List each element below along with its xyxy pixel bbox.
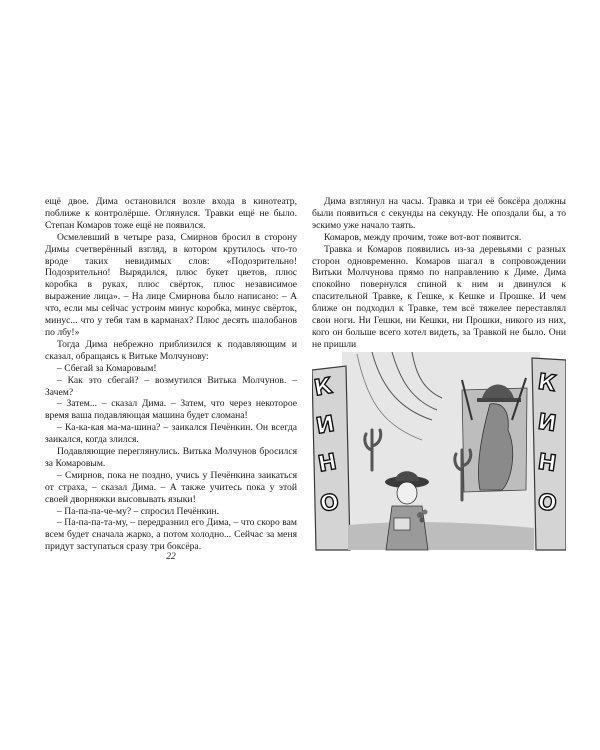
kino-letter: К [312, 373, 335, 402]
paragraph: – Смирнов, пока не поздно, учись у Печёнкина заикаться от страха, – сказал Дима. – А также учитесь пока у этой своей дворняжки высовывать языки! [45, 469, 297, 505]
kino-letter: Н [316, 449, 339, 478]
paragraph: – Па-па-па-че-му? – спросил Печёнкин. [57, 505, 220, 517]
kino-letter: Н [536, 449, 558, 478]
paragraph: – Затем... – сказал Дима. – Затем, что через некоторое время ваша подавляющая машина будет сломана! [45, 398, 297, 422]
paragraph: Тогда Дима небрежно приблизился к подавляющим и сказал, обращаясь к Витьке Молчунову: [45, 338, 297, 362]
paragraph: Комаров, между прочим, тоже вот-вот появится. [324, 231, 522, 243]
kino-letter: О [318, 489, 342, 518]
kino-letter: О [536, 489, 559, 518]
paragraph: Осмелевший в четыре раза, Смирнов бросил в сторону Димы счетверённый взгляд, в котором крутилось что-то вроде таких невидимых слов: «Подозрительно! Подозрительно! Вырядился, плюс букет цветов, плюс коробка в руках, плюс свёрток, плюс независимое выражение лица». – На лице Смирнова было написано: – А что, если мы сейчас устроим минус коробка, минус свёрток, минус... что у тебя там в карманах? Плюс десять шалобанов по лбу!» [45, 231, 297, 338]
kino-letter: И [536, 409, 558, 438]
page-number: 22 [166, 552, 176, 562]
right-page-text [312, 196, 566, 351]
cinema-illustration [312, 350, 566, 553]
paragraph: Подавляющие переглянулись. Витька Молчунов бросился за Комаровым. [45, 446, 297, 469]
paragraph: ещё двое. Дима остановился возле входа в кинотеатр, поближе к контролёрше. Оглянулся. Травки ещё не было. Степан Комаров тоже ещё не появился. [45, 196, 297, 231]
paragraph: – Как это сбегай? – возмутился Витька Молчунов. – Зачем? [45, 374, 297, 398]
illustration-drawing [312, 350, 566, 553]
paragraph: – Па-па-па-та-му, – передразнил его Дима, – что скоро вам всем будет сначала жарко, а потом холодно... Сейчас за меня придут заступаться сразу три боксёра. [45, 517, 297, 553]
paragraph: Дима взглянул на часы. Травка и три её боксёра должны были появиться с секунды на секунду. Не опоздали бы, а то эскимо уже начало таять. [312, 196, 566, 231]
paragraph: – Ка-ка-кая ма-ма-шина? – заикался Печёнкин. Он всегда заикался, когда злился. [45, 422, 297, 446]
kino-letter: К [536, 369, 558, 397]
left-page-text [45, 196, 297, 553]
paragraph: – Сбегай за Комаровым! [57, 362, 157, 374]
paragraph: Травка и Комаров появились из-за деревьями с разных сторон одновременно. Комаров шагал в сопровождении Витьки Молчунова прямо по направлению к Диме. Дима спокойно повернулся спиной к ним и двинулся к спасительной Травке, к Гешке, к Кешке и Прошке. И чем ближе он подходил к Травке, тем всё тяжелее переставлял свои ноги. Ни Гешки, ни Кешки, ни Прошки, никого из них, кого он больше всего хотел видеть, за Травкой не было. Они не пришли [312, 243, 566, 350]
box-in-hands [394, 518, 410, 530]
kino-letter: И [314, 411, 337, 440]
